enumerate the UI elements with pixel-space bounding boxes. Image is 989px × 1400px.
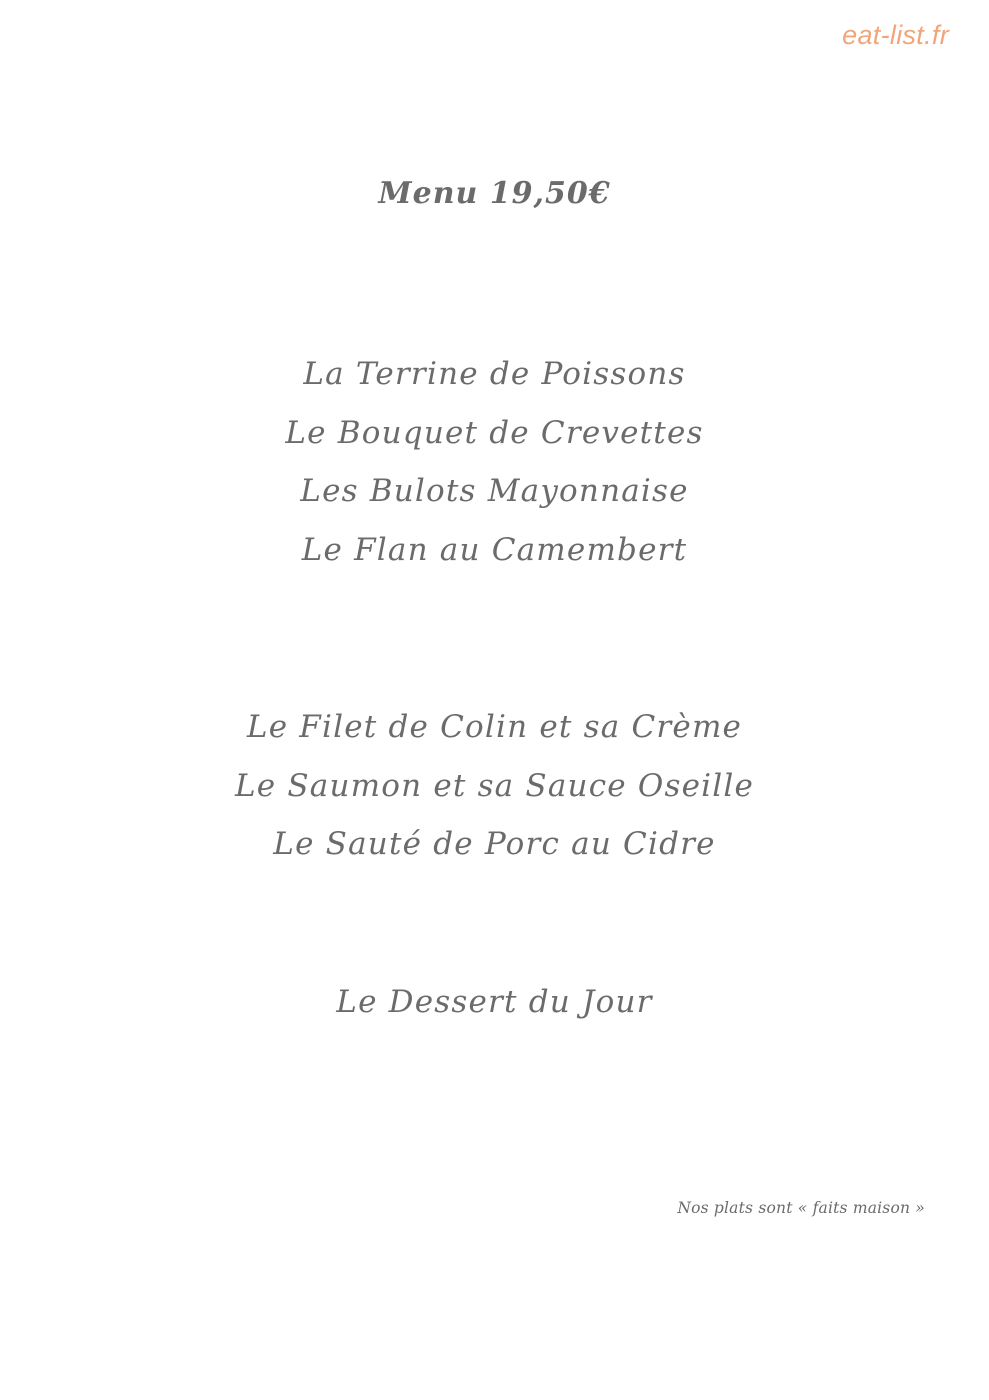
watermark: eat-list.fr: [842, 20, 949, 50]
menu-item: Le Flan au Camembert: [301, 532, 688, 569]
menu-item: Le Saumon et sa Sauce Oseille: [234, 767, 755, 804]
menu-item: Le Sauté de Porc au Cidre: [273, 826, 716, 863]
dessert-list: [0, 973, 989, 1032]
menu-item: Le Filet de Colin et sa Crème: [246, 709, 743, 745]
menu-item: Le Bouquet de Crevettes: [285, 414, 704, 451]
menu-item: La Terrine de Poissons: [303, 356, 686, 392]
menu-item: Le Dessert du Jour: [336, 984, 653, 1020]
entrees-list: [0, 345, 989, 580]
plats-list: [0, 698, 989, 874]
homemade-note: Nos plats sont « faits maison »: [677, 1199, 925, 1217]
menu-item: Les Bulots Mayonnaise: [300, 473, 689, 510]
menu-title: Menu 19,50€: [378, 176, 611, 211]
